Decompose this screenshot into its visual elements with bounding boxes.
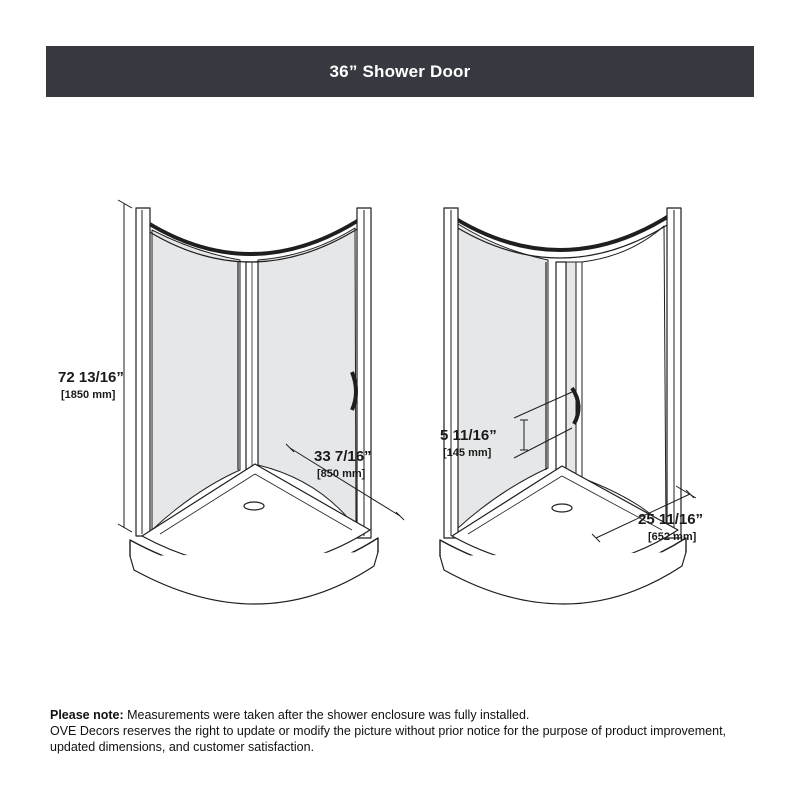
note-line-1 [50, 707, 750, 723]
left-wall-jamb [136, 208, 150, 536]
left-depth-metric: [850 mm] [317, 468, 366, 480]
right-door-metric: [652 mm] [648, 531, 697, 543]
left-base-skirt [130, 552, 378, 604]
left-height-dimension: 72 13/16” [58, 369, 124, 386]
note-line-2: OVE Decors reserves the right to update or modify the picture without prior notice for the purpose of product improvement, updated dimensions, and customer satisfaction. [50, 724, 727, 754]
right-glass-left-panel [458, 224, 548, 528]
left-depth-dimension: 33 7/16” [314, 448, 372, 465]
left-shower-view [130, 208, 378, 604]
page-title: 36” Shower Door [329, 61, 471, 81]
note-label: Please note: [50, 708, 124, 722]
left-height-metric: [1850 mm] [61, 389, 116, 401]
right-opening-dimension: 5 11/16” [440, 427, 497, 444]
right-base-skirt [440, 552, 686, 604]
note-line-1-text: Measurements were taken after the shower enclosure was fully installed. [123, 708, 530, 722]
right-door-dimension: 25 11/16” [638, 511, 704, 528]
right-opening-metric: [145 mm] [443, 447, 492, 459]
left-height-dimension-line [118, 200, 132, 532]
right-shower-view [440, 208, 686, 604]
disclaimer-note [50, 707, 750, 755]
